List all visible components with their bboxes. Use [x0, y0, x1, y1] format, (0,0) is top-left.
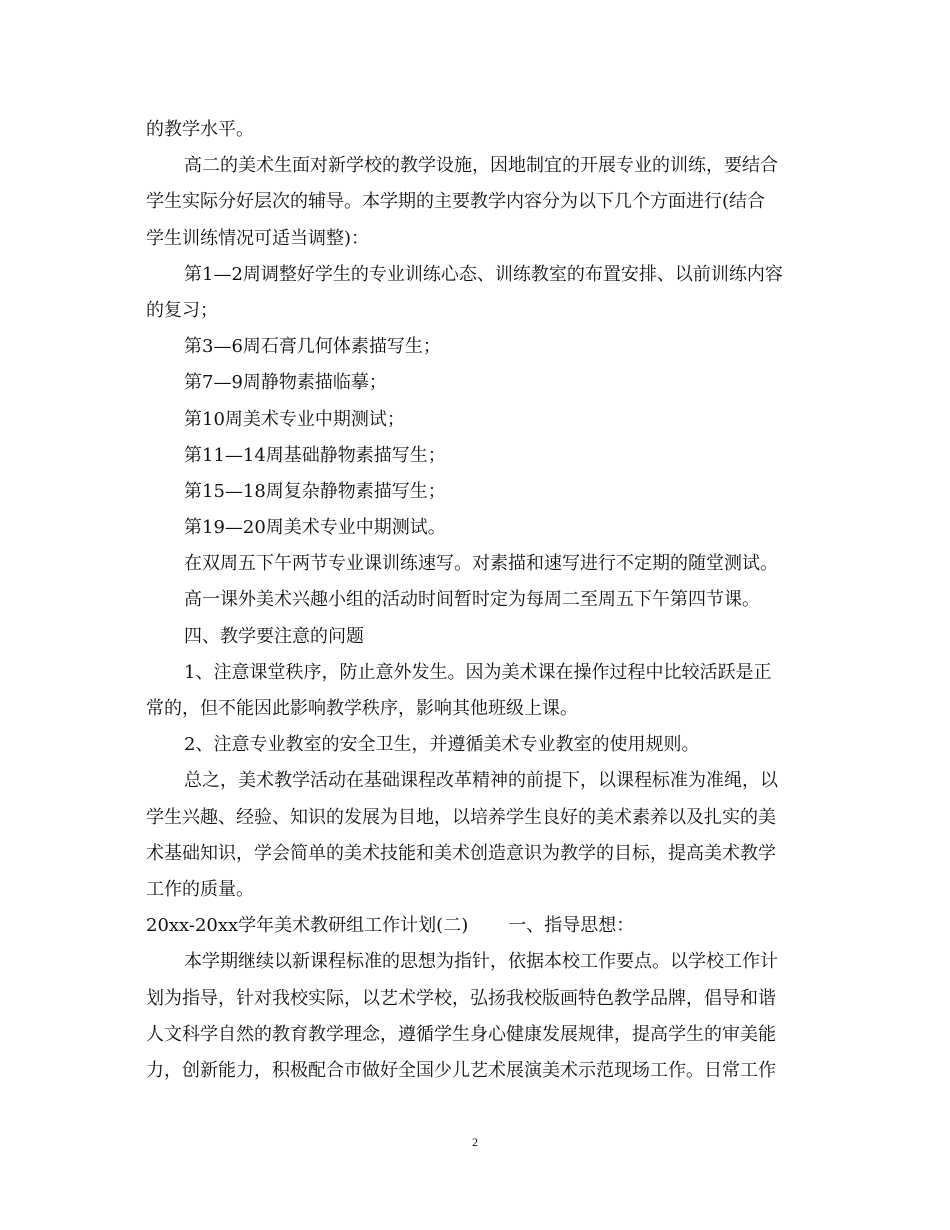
text-line: 20xx-20xx学年美术教研组工作计划(二) 一、指导思想：: [146, 915, 635, 937]
text-line: 1、注意课堂秩序，防止意外发生。因为美术课在操作过程中比较活跃是正: [184, 661, 772, 683]
text-line: 的复习；: [146, 299, 218, 321]
text-line: 术基础知识，学会简单的美术技能和美术创造意识为教学的目标，提高美术教学: [146, 842, 776, 864]
text-line: 常的，但不能因此影响教学秩序，影响其他班级上课。: [146, 698, 578, 719]
text-line: 高二的美术生面对新学校的教学设施，因地制宜的开展专业的训练，要结合: [184, 155, 778, 177]
page-number: 2: [472, 1135, 478, 1149]
text-line: 第19—20周美术专业中期测试。: [184, 517, 446, 539]
text-line: 工作的质量。: [146, 878, 254, 900]
text-line: 第11—14周基础静物素描写生；: [184, 444, 446, 466]
text-line: 2、注意专业教室的安全卫生，并遵循美术专业教室的使用规则。: [184, 734, 700, 756]
text-line: 总之，美术教学活动在基础课程改革精神的前提下，以课程标准为准绳，以: [184, 770, 778, 792]
text-line: 人文科学自然的教育教学理念，遵循学生身心健康发展规律，提高学生的审美能: [146, 1023, 776, 1045]
text-line: 第3—6周石膏几何体素描写生；: [184, 336, 441, 358]
text-line: 四、教学要注意的问题: [184, 625, 364, 647]
text-line: 在双周五下午两节专业课训练速写。对素描和速写进行不定期的随堂测试。: [184, 553, 778, 575]
text-line: 第1—2周调整好学生的专业训练心态、训练教室的布置安排、以前训练内容: [184, 263, 783, 285]
text-line: 学生实际分好层次的辅导。本学期的主要教学内容分为以下几个方面进行(结合: [146, 191, 766, 213]
text-line: 学生训练情况可适当调整)：: [146, 227, 370, 249]
text-line: 力，创新能力，积极配合市做好全国少儿艺术展演美术示范现场工作。日常工作: [146, 1059, 776, 1081]
text-line: 第10周美术专业中期测试；: [184, 408, 405, 430]
text-line: 划为指导，针对我校实际，以艺术学校，弘扬我校版画特色教学品牌，倡导和谐: [146, 987, 776, 1009]
text-line: 第7—9周静物素描临摹；: [184, 372, 387, 394]
document-body: [146, 112, 811, 1089]
text-line: 学生兴趣、经验、知识的发展为目地，以培养学生良好的美术素养以及扎实的美: [146, 806, 776, 828]
text-line: 本学期继续以新课程标准的思想为指针，依据本校工作要点。以学校工作计: [184, 951, 778, 973]
text-line: 第15—18周复杂静物素描写生；: [184, 480, 446, 502]
text-line: 的教学水平。: [146, 119, 254, 140]
text-line: 高一课外美术兴趣小组的活动时间暂时定为每周二至周五下午第四节课。: [184, 589, 760, 611]
